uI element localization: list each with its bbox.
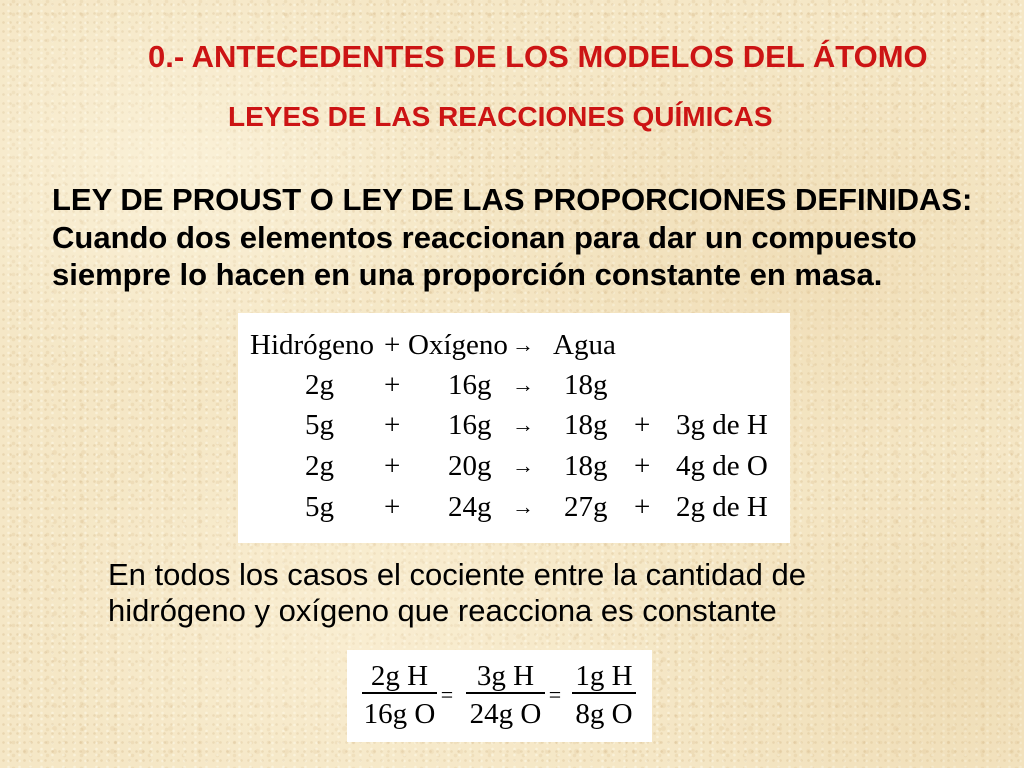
plus-sign: + <box>384 409 401 441</box>
column-header-oxygen: Oxígeno <box>408 329 508 361</box>
column-header-water: Agua <box>553 329 616 361</box>
reaction-arrow: → <box>512 494 534 519</box>
fraction-numerator: 3g H <box>476 660 535 692</box>
reaction-arrow: → <box>512 332 534 357</box>
oxygen-mass: 16g <box>448 369 492 401</box>
law-heading: LEY DE PROUST O LEY DE LAS PROPORCIONES DEFINIDAS: <box>52 182 973 217</box>
law-text-line: Cuando dos elementos reaccionan para dar un compuesto <box>52 219 917 255</box>
fraction-denominator: 24g O <box>469 698 542 730</box>
excess-reactant: 2g de H <box>676 491 768 523</box>
water-mass: 27g <box>564 491 608 523</box>
table-row <box>238 405 790 445</box>
equals-sign: = <box>548 682 562 707</box>
fraction-numerator: 2g H <box>370 660 429 692</box>
oxygen-mass: 20g <box>448 450 492 482</box>
column-header-hydrogen: Hidrógeno <box>250 329 375 361</box>
water-mass: 18g <box>564 450 608 482</box>
reaction-arrow: → <box>512 453 534 478</box>
plus-sign: + <box>634 491 651 523</box>
fraction-denominator: 16g O <box>363 698 436 730</box>
water-mass: 18g <box>564 369 608 401</box>
excess-reactant: 3g de H <box>676 409 768 441</box>
oxygen-mass: 24g <box>448 491 492 523</box>
fraction-numerator: 1g H <box>575 660 633 692</box>
conclusion-text <box>108 557 806 629</box>
slide-subtitle: LEYES DE LAS REACCIONES QUÍMICAS <box>228 101 773 132</box>
table-header-row <box>238 325 790 365</box>
oxygen-mass: 16g <box>448 409 492 441</box>
slide-title: 0.- ANTECEDENTES DE LOS MODELOS DEL ÁTOMO <box>148 39 928 74</box>
law-text-line: siempre lo hacen en una proporción constante en masa. <box>52 257 883 292</box>
reaction-arrow: → <box>512 372 534 397</box>
plus-sign: + <box>384 329 401 361</box>
plus-sign: + <box>384 369 401 401</box>
ratio-fraction <box>362 660 437 730</box>
hydrogen-mass: 5g <box>305 409 334 441</box>
plus-sign: + <box>384 450 401 482</box>
hydrogen-mass: 2g <box>305 450 334 482</box>
ratio-fraction <box>572 660 636 730</box>
ratio-equation-figure <box>347 650 652 742</box>
mass-table-figure <box>238 313 790 543</box>
plus-sign: + <box>634 450 651 482</box>
table-row <box>238 446 790 486</box>
table-row <box>238 365 790 405</box>
conclusion-line: hidrógeno y oxígeno que reacciona es constante <box>108 593 777 628</box>
plus-sign: + <box>634 409 651 441</box>
equals-sign: = <box>440 682 454 707</box>
hydrogen-mass: 5g <box>305 491 334 523</box>
hydrogen-mass: 2g <box>305 369 334 401</box>
fraction-denominator: 8g O <box>575 698 633 730</box>
ratio-fraction <box>466 660 545 730</box>
water-mass: 18g <box>564 409 608 441</box>
excess-reactant: 4g de O <box>676 450 768 482</box>
table-row <box>238 487 790 527</box>
plus-sign: + <box>384 491 401 523</box>
law-statement <box>52 181 972 294</box>
reaction-arrow: → <box>512 412 534 437</box>
conclusion-line: En todos los casos el cociente entre la cantidad de <box>108 557 806 592</box>
